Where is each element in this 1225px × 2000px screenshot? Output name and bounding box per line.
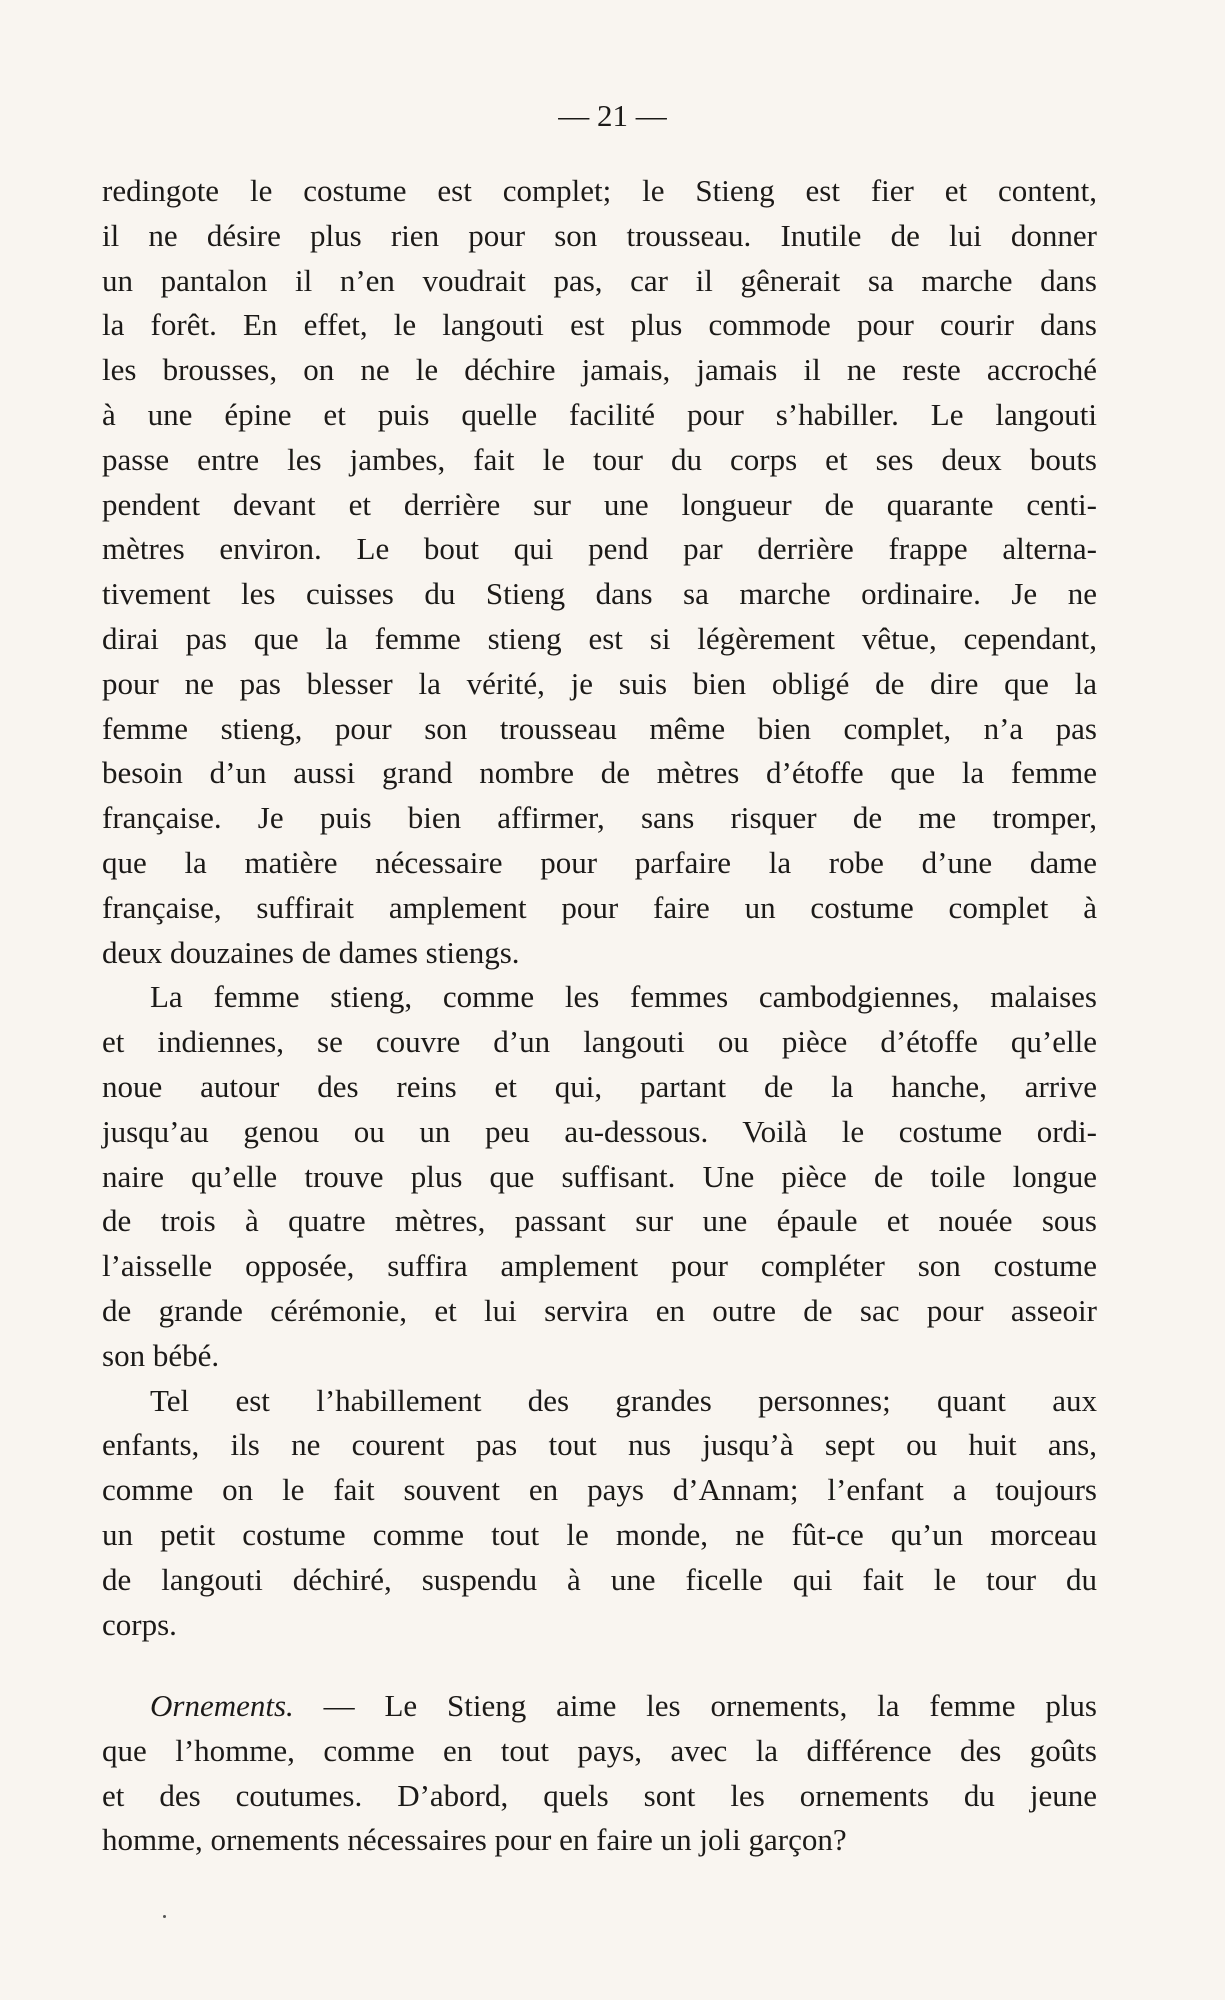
body-text: [102, 169, 1097, 1647]
text-line: deux douzaines de dames stiengs.: [102, 934, 520, 970]
text-line: de grande cérémonie, et lui servira en outre de sac pour asseoir: [102, 1292, 1097, 1328]
page-number: — 21 —: [558, 98, 667, 133]
text-line: et indiennes, se couvre d’un langouti ou pièce d’étoffe qu’elle: [102, 1024, 1097, 1060]
text-line: besoin d’un aussi grand nombre de mètres d’étoffe que la femme: [102, 755, 1097, 791]
text-line: de langouti déchiré, suspendu à une ficelle qui fait le tour du: [102, 1561, 1097, 1597]
section-ornements: [102, 1684, 1097, 1863]
text-line: tivement les cuisses du Stieng dans sa marche ordinaire. Je ne: [102, 576, 1097, 612]
text-line: femme stieng, pour son trousseau même bien complet, n’a pas: [102, 710, 1097, 746]
text-line: de trois à quatre mètres, passant sur une épaule et nouée sous: [102, 1203, 1097, 1239]
text-line: comme on le fait souvent en pays d’Annam; l’enfant a toujours: [102, 1472, 1097, 1508]
text-line: son bébé.: [102, 1337, 220, 1373]
text-line: Tel est l’habillement des grandes personnes; quant aux: [150, 1382, 1097, 1418]
paper-speck: [163, 1915, 166, 1918]
text-line: que l’homme, comme en tout pays, avec la différence des goûts: [102, 1732, 1097, 1768]
text-line: pendent devant et derrière sur une longueur de quarante centi-: [102, 486, 1097, 522]
text-line: la forêt. En effet, le langouti est plus commode pour courir dans: [102, 307, 1097, 343]
text-line: redingote le costume est complet; le Stieng est fier et content,: [102, 173, 1097, 208]
text-line: jusqu’au genou ou un peu au-dessous. Voilà le costume ordi-: [102, 1113, 1097, 1149]
text-line: et des coutumes. D’abord, quels sont les ornements du jeune: [102, 1777, 1097, 1813]
text-line: française. Je puis bien affirmer, sans risquer de me tromper,: [102, 800, 1097, 836]
text-line: il ne désire plus rien pour son trousseau. Inutile de lui donner: [102, 217, 1097, 253]
text-line: enfants, ils ne courent pas tout nus jusqu’à sept ou huit ans,: [102, 1427, 1097, 1463]
text-line: à une épine et puis quelle facilité pour s’habiller. Le langouti: [102, 396, 1097, 432]
text-line: l’aisselle opposée, suffira amplement pour compléter son costume: [102, 1248, 1097, 1284]
text-line: un pantalon il n’en voudrait pas, car il gênerait sa marche dans: [102, 262, 1097, 298]
section-first-line: [102, 1684, 1097, 1729]
text-line: naire qu’elle trouve plus que suffisant. Une pièce de toile longue: [102, 1158, 1097, 1194]
text-line: française, suffirait amplement pour faire un costume complet à: [102, 889, 1097, 925]
text-line: La femme stieng, comme les femmes cambodgiennes, malaises: [150, 979, 1097, 1015]
text-line: un petit costume comme tout le monde, ne fût-ce qu’un morceau: [102, 1516, 1097, 1552]
text-line: mètres environ. Le bout qui pend par derrière frappe alterna-: [102, 531, 1097, 567]
section-heading: Ornements.: [150, 1688, 294, 1723]
text-line: corps.: [102, 1606, 177, 1642]
text-line: dirai pas que la femme stieng est si légèrement vêtue, cependant,: [102, 620, 1097, 656]
text-line: les brousses, on ne le déchire jamais, jamais il ne reste accroché: [102, 352, 1097, 388]
text-line: passe entre les jambes, fait le tour du corps et ses deux bouts: [102, 441, 1097, 477]
text-line: que la matière nécessaire pour parfaire la robe d’une dame: [102, 844, 1097, 880]
text-line: homme, ornements nécessaires pour en faire un joli garçon?: [102, 1822, 847, 1858]
text-line: pour ne pas blesser la vérité, je suis bien obligé de dire que la: [102, 665, 1097, 701]
text-line: noue autour des reins et qui, partant de la hanche, arrive: [102, 1068, 1097, 1104]
section-first-line-text: — Le Stieng aime les ornements, la femme plus: [293, 1688, 1097, 1723]
